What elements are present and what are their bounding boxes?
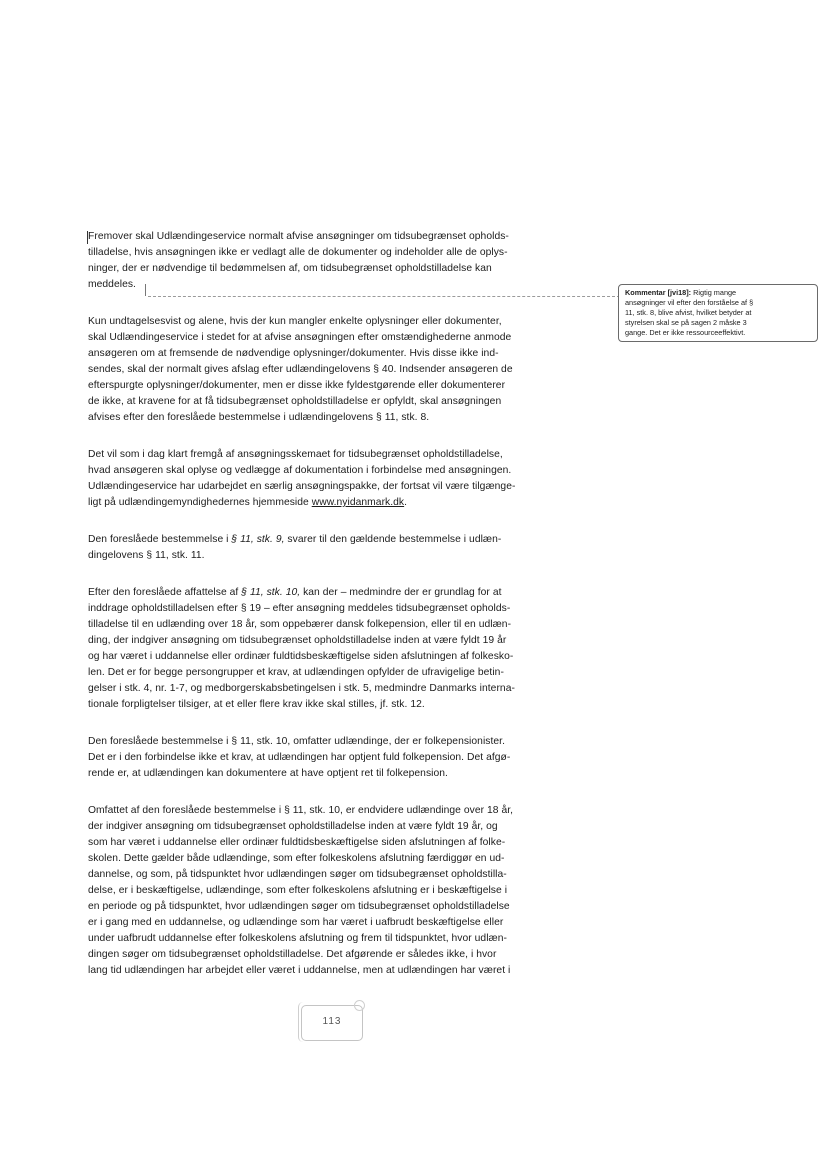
text-line-content: Fremover skal Udlændingeservice normalt afvise ansøgninger om tidsubegrænset opholds- xyxy=(88,231,509,242)
text-line: en periode og på tidspunktet, hvor udlændingen søger om tidsubegrænset opholdstilladelse xyxy=(88,901,510,912)
comment-text-line: styrelsen skal se på sagen 2 måske 3 xyxy=(625,318,747,327)
text-line xyxy=(88,229,580,245)
section-reference: § 11, stk. 10, xyxy=(241,587,301,598)
paragraph-1 xyxy=(88,229,580,293)
comment-anchor-bracket xyxy=(145,284,146,296)
text-segment: ligt på udlændingemyndighedernes hjemmeside xyxy=(88,497,312,508)
paragraph-7 xyxy=(88,803,580,979)
comment-balloon[interactable] xyxy=(618,284,818,342)
paragraph-4 xyxy=(88,532,580,564)
section-reference: § 11, stk. 9, xyxy=(231,534,285,545)
text-segment: Efter den foreslåede affattelse af xyxy=(88,587,242,598)
text-line: dannelse, og som, på tidspunktet hvor udlændingen søger om tidsubegrænset opholdstilla- xyxy=(88,869,507,880)
text-line xyxy=(88,532,580,548)
text-line xyxy=(88,585,580,601)
text-line: rende er, at udlændingen kan dokumentere at have optjent ret til folkepension. xyxy=(88,768,448,779)
text-line: gelser i stk. 4, nr. 1-7, og medborgerskabsbetingelsen i stk. 5, medmindre Danmarks interna- xyxy=(88,683,515,694)
comment-text-line: gange. Det er ikke ressourceeffektivt. xyxy=(625,328,746,337)
text-line: tilladelse, hvis ansøgningen ikke er vedlagt alle de dokumenter og indeholder alle de oplys- xyxy=(88,247,508,258)
text-line: Omfattet af den foreslåede bestemmelse i § 11, stk. 10, er endvidere udlændinge over 18 år, xyxy=(88,805,514,816)
text-line: Det er i den forbindelse ikke et krav, at udlændingen har optjent fuld folkepension. Det afgø- xyxy=(88,752,511,763)
document-body xyxy=(88,229,580,1000)
text-line: delse, er i beskæftigelse, udlændinge, som efter folkeskolens afslutning er i beskæftigelse i xyxy=(88,885,508,896)
text-line: der indgiver ansøgning om tidsubegrænset opholdstilladelse inden at være fyldt 19 år, og xyxy=(88,821,498,832)
text-line xyxy=(88,495,580,511)
text-line: dingelovens § 11, stk. 11. xyxy=(88,550,205,561)
text-line: hvad ansøgeren skal oplyse og vedlægge af dokumentation i forbindelse med ansøgningen. xyxy=(88,465,512,476)
text-line: Den foreslåede bestemmelse i § 11, stk. 10, omfatter udlændinge, der er folkepensionister. xyxy=(88,736,505,747)
text-line: afvises efter den foreslåede bestemmelse i udlændingelovens § 11, stk. 8. xyxy=(88,412,430,423)
text-line: ninger, der er nødvendige til bedømmelsen af, om tidsubegrænset opholdstilladelse kan xyxy=(88,263,492,274)
text-segment: svarer til den gældende bestemmelse i udlæn- xyxy=(284,534,502,545)
text-line: og har været i uddannelse eller ordinær fuldtidsbeskæftigelse siden afslutningen af folkesko- xyxy=(88,651,514,662)
text-line: skal Udlændingeservice i stedet for at afvise ansøgningen efter omstændighederne anmode xyxy=(88,332,512,343)
page-number-ornament xyxy=(301,1005,363,1041)
comment-text-line: 11, stk. 8, blive afvist, hvilket betyder at xyxy=(625,308,752,317)
text-line: inddrage opholdstilladelsen efter § 19 – efter ansøgning meddeles tidsubegrænset opholds- xyxy=(88,603,511,614)
website-link[interactable]: www.nyidanmark.dk xyxy=(311,497,405,508)
text-line: som har været i uddannelse eller ordinær fuldtidsbeskæftigelse siden afslutningen af folke- xyxy=(88,837,506,848)
text-line: lang tid udlændingen har arbejdet eller været i uddannelse, men at udlændingen har været i xyxy=(88,965,511,976)
text-line: er i gang med en uddannelse, og udlændinge som har været i uafbrudt beskæftigelse eller xyxy=(88,917,504,928)
comment-text: Rigtig mange xyxy=(691,288,737,297)
paragraph-5 xyxy=(88,585,580,713)
text-line: dingen søger om tidsubegrænset opholdstilladelse. Det afgørende er således ikke, i hvor xyxy=(88,949,497,960)
text-segment: Den foreslåede bestemmelse i xyxy=(88,534,232,545)
text-line: ding, der indgiver ansøgning om tidsubegrænset opholdstilladelse inden at være fyldt 19 år xyxy=(88,635,507,646)
comment-text-line: ansøgninger vil efter den forståelse af § xyxy=(625,298,754,307)
text-line: efterspurgte oplysninger/dokumenter, men er disse ikke fyldestgørende eller dokumenterer xyxy=(88,380,506,391)
comment-author-label: Kommentar [jvi18]: xyxy=(625,288,692,297)
comment-connector-line xyxy=(148,296,620,297)
text-line: de ikke, at kravene for at få tidsubegrænset opholdstilladelse er opfyldt, skal ansøgningen xyxy=(88,396,502,407)
paragraph-3 xyxy=(88,447,580,511)
text-line: Udlændingeservice har udarbejdet en særlig ansøgningspakke, der fortsat vil være tilgænge- xyxy=(88,481,516,492)
text-line: sendes, skal der normalt gives afslag efter udlændingelovens § 40. Indsender ansøgeren de xyxy=(88,364,513,375)
text-line: ansøgeren om at fremsende de nødvendige oplysninger/dokumenter. Hvis disse ikke ind- xyxy=(88,348,499,359)
paragraph-2 xyxy=(88,314,580,426)
text-segment: . xyxy=(404,497,408,508)
text-line: under uafbrudt uddannelse efter folkeskolens afslutning og frem til tidspunktet, hvor udlæn- xyxy=(88,933,508,944)
text-line: skolen. Dette gælder både udlændinge, som efter folkeskolens afslutning færdiggør en ud- xyxy=(88,853,505,864)
text-line[interactable]: meddeles. xyxy=(88,279,136,290)
comment-text-line xyxy=(625,288,813,298)
text-line: len. Det er for begge persongrupper et krav, at udlændingen opfylder de ufravigelige betin- xyxy=(88,667,504,678)
text-line: tionale forpligtelser tilsiger, at et eller flere krav ikke skal stilles, jf. stk. 12. xyxy=(88,699,425,710)
text-segment: kan der – medmindre der er grundlag for at xyxy=(300,587,502,598)
page-number: 113 xyxy=(322,1016,342,1027)
text-cursor xyxy=(87,231,88,244)
text-line: Kun undtagelsesvist og alene, hvis der kun mangler enkelte oplysninger eller dokumenter, xyxy=(88,316,502,327)
text-line: tilladelse til en udlænding over 18 år, som oppebærer dansk folkepension, eller til en udlæn- xyxy=(88,619,512,630)
text-line: Det vil som i dag klart fremgå af ansøgningsskemaet for tidsubegrænset opholdstilladelse, xyxy=(88,449,503,460)
paragraph-6 xyxy=(88,734,580,782)
